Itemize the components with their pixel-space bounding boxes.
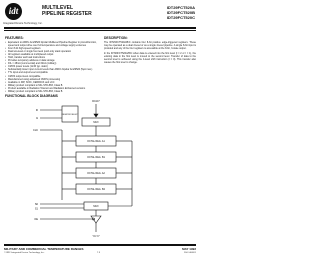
diagram-heading: FUNCTIONAL BLOCK DIAGRAMS bbox=[5, 94, 58, 98]
register-b2-label: OCTAL REG. B2 bbox=[87, 188, 105, 191]
feature-item: • Available in DIP, SOIC, CERPACK and LCC bbox=[5, 81, 97, 84]
register-select-label: REGISTER SELECT bbox=[61, 114, 79, 116]
header-rule bbox=[4, 27, 196, 29]
input-s1-label: S1 bbox=[34, 207, 38, 211]
features-list bbox=[5, 41, 97, 93]
feature-item: • Manufactured using advanced CMOS processing bbox=[5, 78, 97, 81]
description-text bbox=[104, 41, 196, 66]
output-mux-label: MUX bbox=[93, 205, 99, 208]
part-number: IDT29FCT520C bbox=[166, 15, 195, 20]
feature-item: • Substantially lower input current levels than AMD's bipolar Am29520 (5μA max.) bbox=[5, 68, 97, 71]
description-paragraph: The IDT29FCT520A/B/C contains four 8-bit positive edge-triggered registers. These may be operated as a dual 2-level or as a single 4-level pipeline. A single 8-bit input is provided and any of the four registers is accessible at the 8-bit, 3-state output. bbox=[104, 41, 196, 51]
input-i1-label: I1 bbox=[35, 117, 38, 120]
output-y-label: Y0-Y7 bbox=[92, 235, 100, 238]
functional-block-diagram bbox=[0, 92, 200, 242]
footer-date: MAY 1992 bbox=[182, 247, 196, 251]
register-a2-label: OCTAL REG. A2 bbox=[87, 172, 105, 175]
register-a1-label: OCTAL REG. A1 bbox=[87, 140, 105, 143]
input-clk-label: CLK bbox=[32, 129, 38, 132]
input-i0-label: I0 bbox=[35, 109, 38, 112]
title-line-1: MULTILEVEL bbox=[42, 5, 74, 11]
page-number: 7.3 bbox=[97, 252, 101, 254]
feature-item: • CMOS output level compatible bbox=[5, 75, 97, 78]
feature-item: • IOL = 48mA (commercial) and 32mA (military) bbox=[5, 62, 97, 65]
feature-item: • CMOS power levels (1mW typ. static) bbox=[5, 65, 97, 68]
input-d-label: D0-D7 bbox=[92, 100, 100, 103]
part-number: IDT29FCT520B bbox=[166, 10, 195, 15]
feature-item: • Dual two-level or single four-level push-only stack operation bbox=[5, 50, 97, 53]
description-heading: DESCRIPTION: bbox=[104, 36, 128, 40]
document-number: DSC-4660/1 bbox=[183, 252, 196, 254]
footer-rule bbox=[4, 244, 196, 246]
feature-item: • Military product compliant to MIL-STD-883, Class B bbox=[5, 90, 97, 93]
register-b1-label: OCTAL REG. B1 bbox=[87, 156, 105, 159]
company-logo: idt bbox=[5, 3, 22, 20]
input-oe-label: OE bbox=[34, 218, 38, 221]
input-s0-label: S0 bbox=[34, 203, 38, 206]
company-name: Integrated Device Technology, Inc. bbox=[3, 22, 43, 25]
input-arrow bbox=[94, 114, 98, 117]
features-heading: FEATURES: bbox=[5, 36, 24, 40]
feature-item: • Provides temporary address or data storage bbox=[5, 59, 97, 62]
feature-item: • TTL input and output level compatible bbox=[5, 71, 97, 74]
feature-item: • Hold, transfer and load instructions bbox=[5, 56, 97, 59]
feature-item: • Military product compliant to MIL-STD-883, Class B bbox=[5, 84, 97, 87]
feature-item: • Product available in Radiation Tolerant and Radiation Enhanced versions bbox=[5, 87, 97, 90]
feature-item: • Equivalent to AMD's Am29520 bipolar Multilevel Pipeline Register in pinout/function, speed and output drive over full temperature and voltage supply extremes bbox=[5, 41, 97, 47]
input-mux-label: MUX bbox=[93, 121, 99, 125]
part-number: IDT29FCT520A bbox=[166, 5, 195, 10]
copyright-text: ©1992 Integrated Device Technology, Inc. bbox=[4, 252, 45, 254]
header-rule-thin bbox=[4, 30, 196, 31]
title-line-2: PIPELINE REGISTER bbox=[42, 10, 92, 17]
feature-item: • Four 8-bit high-speed registers bbox=[5, 47, 97, 50]
feature-item: • All registers available at multiplexed output bbox=[5, 53, 97, 56]
description-paragraph: In the IDT29FCT520A/B/C when data is entered into the first level (I = 2 or I = 1), the existing data in the first level is moved to the second level. Transfer of data to the second level is achieved using the 4-level shift instruction (I = 0). This transfer also causes the first level to change. bbox=[104, 52, 196, 65]
part-numbers bbox=[167, 5, 195, 20]
document-title bbox=[42, 6, 92, 18]
temperature-range-label: MILITARY AND COMMERCIAL TEMPERATURE RANGES bbox=[4, 247, 84, 251]
